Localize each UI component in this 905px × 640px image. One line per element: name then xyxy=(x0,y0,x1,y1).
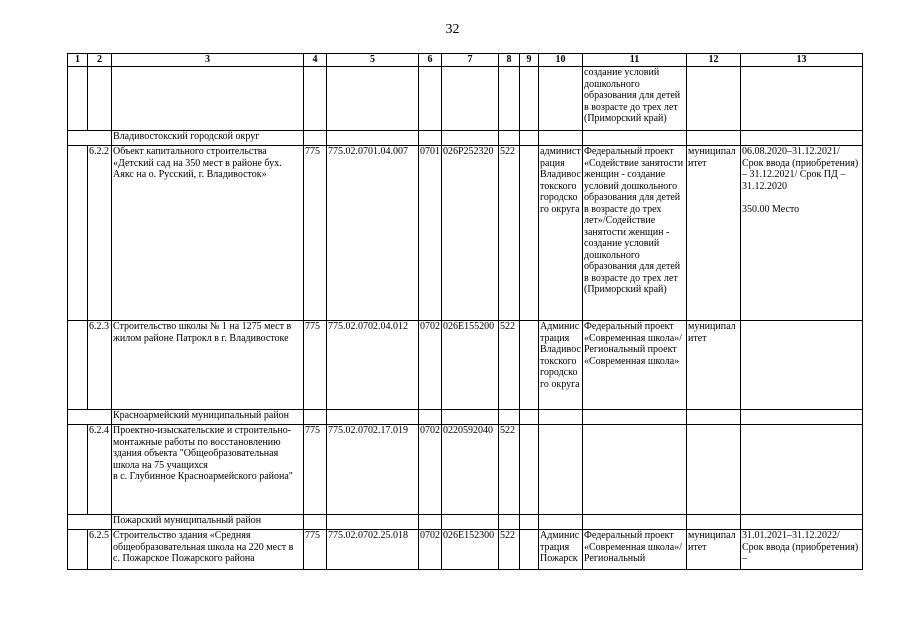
table-cell xyxy=(687,410,741,425)
table-cell xyxy=(687,425,741,515)
table-cell: муниципалитет xyxy=(687,321,741,410)
page-number: 32 xyxy=(445,22,460,37)
table-cell xyxy=(419,131,442,146)
table-cell xyxy=(687,67,741,131)
table-cell xyxy=(327,131,419,146)
table-cell xyxy=(741,321,863,410)
table-cell: 522 xyxy=(499,146,520,321)
table-cell: 6.2.4 xyxy=(88,425,112,515)
table-cell xyxy=(539,67,583,131)
table-cell: Федеральный проект «Современная школа»/Региональный xyxy=(583,530,687,570)
header-cell: 4 xyxy=(304,54,327,67)
table-cell: 775 xyxy=(304,530,327,570)
table-cell xyxy=(112,67,304,131)
table-cell xyxy=(499,410,520,425)
table-cell xyxy=(419,410,442,425)
table-cell xyxy=(741,515,863,530)
table-cell: муниципалитет xyxy=(687,146,741,321)
table-cell xyxy=(520,530,539,570)
table-cell xyxy=(520,425,539,515)
header-cell: 13 xyxy=(741,54,863,67)
header-cell: 12 xyxy=(687,54,741,67)
table-cell xyxy=(88,67,112,131)
table-cell xyxy=(419,67,442,131)
table-cell xyxy=(304,515,327,530)
header-row xyxy=(68,54,863,67)
table-cell xyxy=(539,410,583,425)
section-title: Красноармейский муниципальный район xyxy=(112,410,304,425)
section-title: Владивостокский городской округ xyxy=(112,131,304,146)
table-cell xyxy=(539,515,583,530)
table-cell xyxy=(583,410,687,425)
table-cell xyxy=(68,530,88,570)
table-cell xyxy=(68,131,112,146)
table-cell xyxy=(520,146,539,321)
table-cell xyxy=(499,515,520,530)
table-cell xyxy=(327,67,419,131)
table-cell: 6.2.2 xyxy=(88,146,112,321)
table-cell xyxy=(442,131,499,146)
table-cell: 775.02.0701.04.007 xyxy=(327,146,419,321)
table-cell xyxy=(539,425,583,515)
table-cell: 775.02.0702.17.019 xyxy=(327,425,419,515)
table-cell xyxy=(520,321,539,410)
table-cell: 522 xyxy=(499,321,520,410)
table-cell xyxy=(304,131,327,146)
table-cell xyxy=(741,67,863,131)
header-cell: 1 xyxy=(68,54,88,67)
table-cell: 775 xyxy=(304,321,327,410)
table-cell xyxy=(304,410,327,425)
table-cell xyxy=(687,515,741,530)
table-cell xyxy=(520,131,539,146)
table-cell: 0220592040 xyxy=(442,425,499,515)
table-cell xyxy=(520,410,539,425)
table-cell xyxy=(539,131,583,146)
section-row xyxy=(68,131,863,146)
table-cell xyxy=(520,67,539,131)
table-cell: 6.2.5 xyxy=(88,530,112,570)
table-cell: 775 xyxy=(304,146,327,321)
table-cell xyxy=(68,425,88,515)
header-cell: 6 xyxy=(419,54,442,67)
table-row xyxy=(68,67,863,131)
table-cell: 026E155200 xyxy=(442,321,499,410)
table-cell: 026P252320 xyxy=(442,146,499,321)
header-cell: 9 xyxy=(520,54,539,67)
table-cell xyxy=(68,410,112,425)
table-cell: администрация Владивостокского городского округа xyxy=(539,146,583,321)
table-cell: Строительство здания «Средняя общеобразовательная школа на 220 мест в с. Пожарское Пожарского района xyxy=(112,530,304,570)
table-cell: 6.2.3 xyxy=(88,321,112,410)
table-cell xyxy=(68,321,88,410)
table-cell xyxy=(499,67,520,131)
table-cell: 06.08.2020–31.12.2021/ Срок ввода (приобретения) – 31.12.2021/ Срок ПД – 31.12.2020 350.00 Место xyxy=(741,146,863,321)
table-row xyxy=(68,425,863,515)
table-cell xyxy=(68,146,88,321)
table-cell: 0702 xyxy=(419,425,442,515)
table-cell: Администрация Пожарск xyxy=(539,530,583,570)
table-cell: 522 xyxy=(499,425,520,515)
table-cell xyxy=(442,515,499,530)
header-cell: 10 xyxy=(539,54,583,67)
table-cell: Строительство школы № 1 на 1275 мест в жилом районе Патрокл в г. Владивостоке xyxy=(112,321,304,410)
table-row xyxy=(68,321,863,410)
table-cell: 0702 xyxy=(419,321,442,410)
table-cell: Объект капитального строительства «Детский сад на 350 мест в районе бух. Аякс на о. Русский, г. Владивосток» xyxy=(112,146,304,321)
table-cell: 0702 xyxy=(419,530,442,570)
section-row xyxy=(68,410,863,425)
table-cell xyxy=(68,67,88,131)
table-cell xyxy=(419,515,442,530)
table-cell xyxy=(327,410,419,425)
table-cell xyxy=(304,67,327,131)
table-cell: 775 xyxy=(304,425,327,515)
table-cell: 31.01.2021–31.12.2022/ Срок ввода (приобретения) – xyxy=(741,530,863,570)
table-cell xyxy=(442,67,499,131)
section-row xyxy=(68,515,863,530)
table-cell xyxy=(442,410,499,425)
table-cell: 775.02.0702.25.018 xyxy=(327,530,419,570)
document-table xyxy=(67,53,863,570)
table-row xyxy=(68,146,863,321)
header-cell: 2 xyxy=(88,54,112,67)
table-cell: муниципалитет xyxy=(687,530,741,570)
header-cell: 5 xyxy=(327,54,419,67)
table-cell xyxy=(583,515,687,530)
table-cell xyxy=(741,131,863,146)
header-cell: 7 xyxy=(442,54,499,67)
table-cell xyxy=(583,425,687,515)
table-cell xyxy=(741,410,863,425)
table-cell: 0701 xyxy=(419,146,442,321)
table-cell xyxy=(68,515,112,530)
table-cell xyxy=(583,131,687,146)
table-cell xyxy=(520,515,539,530)
table-cell xyxy=(687,131,741,146)
table-row xyxy=(68,530,863,570)
header-cell: 11 xyxy=(583,54,687,67)
table-cell: создание условий дошкольного образования для детей в возрасте до трех лет (Приморский край) xyxy=(583,67,687,131)
table-cell: 522 xyxy=(499,530,520,570)
table-cell: Администрация Владивостокского городского округа xyxy=(539,321,583,410)
header-cell: 8 xyxy=(499,54,520,67)
table-cell xyxy=(741,425,863,515)
section-title: Пожарский муниципальный район xyxy=(112,515,304,530)
table-cell: Федеральный проект «Современная школа»/Региональный проект «Современная школа» xyxy=(583,321,687,410)
table-cell: 026E152300 xyxy=(442,530,499,570)
table-cell: Федеральный проект «Содействие занятости женщин - создание условий дошкольного образования для детей в возрасте до трех лет»/Содействие занятости женщин - создание условий дошкольного образования для детей в возрасте до трех лет (Приморский край) xyxy=(583,146,687,321)
table-cell: Проектно-изыскательские и строительно-монтажные работы по восстановлению здания объекта "Общеобразовательная школа на 75 учащихся в с. Глубинное Красноармейского района" xyxy=(112,425,304,515)
table-cell: 775.02.0702.04.012 xyxy=(327,321,419,410)
table-cell xyxy=(327,515,419,530)
header-cell: 3 xyxy=(112,54,304,67)
table-cell xyxy=(499,131,520,146)
